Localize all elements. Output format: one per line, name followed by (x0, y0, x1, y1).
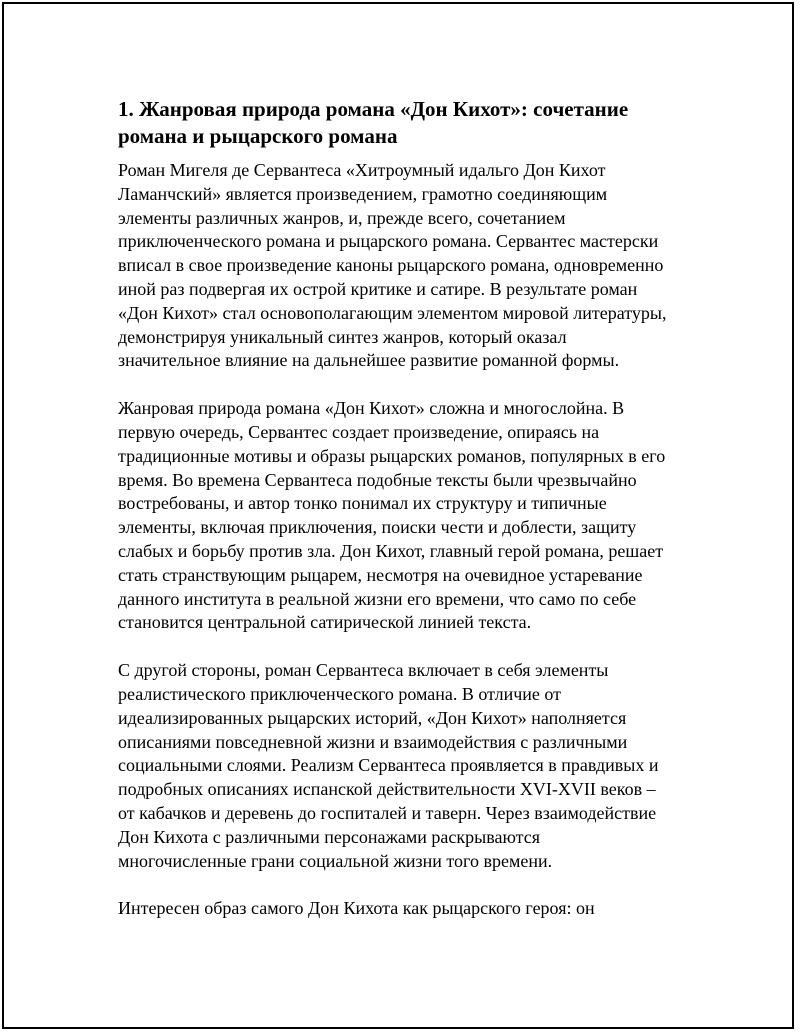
text-line: становится центральной сатирической линией текста. (118, 612, 532, 633)
text-line: данного института в реальной жизни его времени, что само по себе (118, 588, 637, 609)
text-line: подробных описаниях испанской действительности XVI-XVII веков – (118, 779, 656, 800)
text-line: иной раз подвергая их острой критике и сатире. В результате роман (118, 278, 638, 299)
document-body (118, 96, 698, 945)
text-line: социальными слоями. Реализм Сервантеса проявляется в правдивых и (118, 755, 659, 776)
text-line: стать странствующим рыцарем, несмотря на очевидное устаревание (118, 564, 643, 585)
text-line: Жанровая природа романа «Дон Кихот» сложна и многослойна. В (118, 398, 625, 419)
text-line: традиционные мотивы и образы рыцарских романов, популярных в его (118, 445, 666, 466)
text-line: первую очередь, Сервантес создает произведение, опираясь на (118, 421, 600, 442)
text-line: многочисленные грани социальной жизни того времени. (118, 850, 553, 871)
text-line: демонстрируя уникальный синтез жанров, который оказал (118, 326, 567, 347)
text-line: идеализированных рыцарских историй, «Дон Кихот» наполняется (118, 707, 627, 728)
paragraph (118, 897, 698, 921)
text-line: описаниями повседневной жизни и взаимодействия с различными (118, 731, 628, 752)
text-line: элементы, включая приключения, поиски чести и доблести, защиту (118, 517, 637, 538)
text-line: Интересен образ самого Дон Кихота как рыцарского героя: он (118, 898, 595, 919)
section-heading (118, 96, 698, 150)
text-line: время. Во времена Сервантеса подобные тексты были чрезвычайно (118, 469, 637, 490)
heading-line: 1. Жанровая природа романа «Дон Кихот»: сочетание (118, 97, 629, 121)
paragraph (118, 397, 698, 635)
paragraph (118, 659, 698, 873)
text-line: от кабачков и деревень до госпиталей и таверн. Через взаимодействие (118, 802, 657, 823)
text-line: Дон Кихота с различными персонажами раскрываются (118, 826, 541, 847)
text-line: вписал в свое произведение каноны рыцарского романа, одновременно (118, 255, 664, 276)
text-line: С другой стороны, роман Сервантеса включает в себя элементы (118, 660, 609, 681)
text-line: слабых и борьбу против зла. Дон Кихот, главный герой романа, решает (118, 540, 664, 561)
heading-line: романа и рыцарского романа (118, 124, 398, 148)
text-line: значительное влияние на дальнейшее развитие романной формы. (118, 350, 620, 371)
text-line: Роман Мигеля де Сервантеса «Хитроумный идальго Дон Кихот (118, 160, 606, 180)
text-line: Ламанчский» является произведением, грамотно соединяющим (118, 183, 608, 204)
text-line: реалистического приключенческого романа. В отличие от (118, 683, 562, 704)
text-line: «Дон Кихот» стал основополагающим элементом мировой литературы, (118, 302, 667, 323)
text-line: востребованы, и автор тонко понимал их структуру и типичные (118, 493, 607, 514)
text-line: приключенческого романа и рыцарского романа. Сервантес мастерски (118, 231, 659, 252)
text-line: элементы различных жанров, и, прежде всего, сочетанием (118, 207, 566, 228)
paragraph (118, 159, 698, 373)
